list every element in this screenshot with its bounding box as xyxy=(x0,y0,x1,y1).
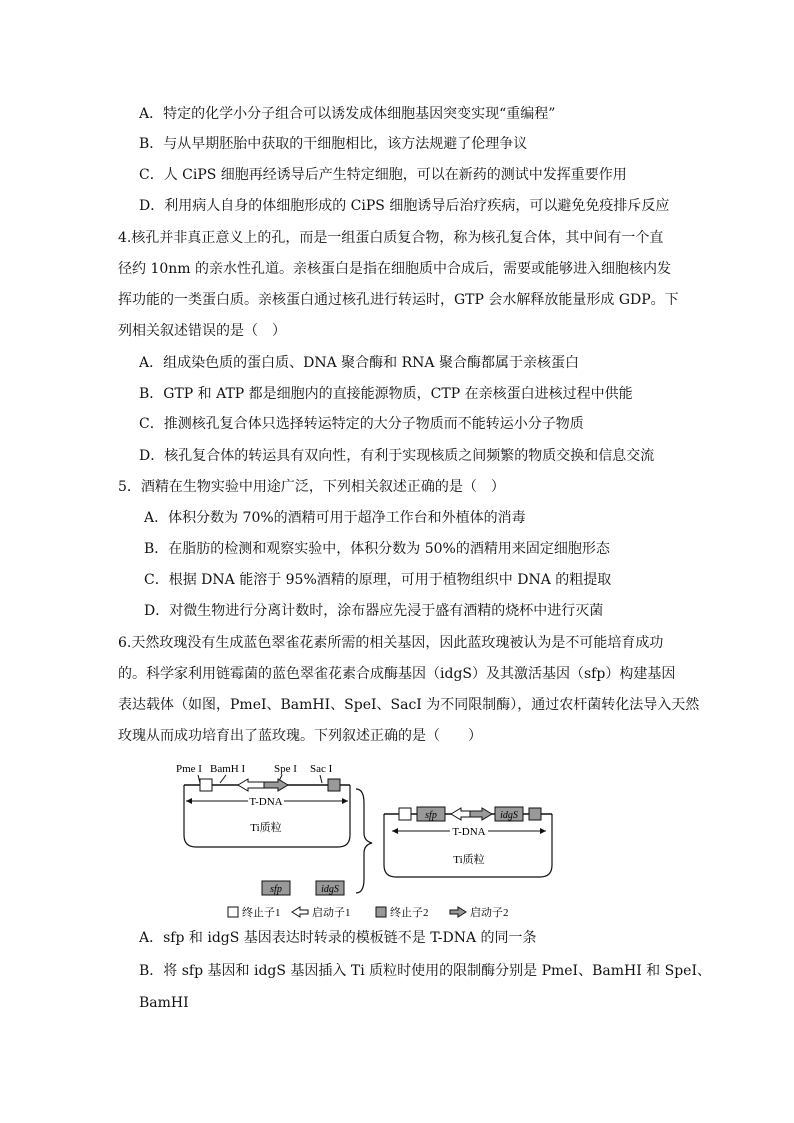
tdna-label-left: T-DNA xyxy=(249,796,283,808)
terminator2-icon-right xyxy=(529,808,541,820)
q4-stem-line2: 径约 10nm 的亲水性孔道。亲核蛋白是指在细胞质中合成后，需要或能够进入细胞核内发 xyxy=(118,261,672,277)
ti-plasmid-label-left: Ti质粒 xyxy=(250,822,282,834)
q3-option-c: C．人 CiPS 细胞再经诱导后产生特定细胞，可以在新药的测试中发挥重要作用 xyxy=(139,167,627,183)
right-plasmid xyxy=(384,807,552,877)
q4-option-b: B．GTP 和 ATP 都是细胞内的直接能源物质，CTP 在亲核蛋白进核过程中供能 xyxy=(139,386,633,402)
brace xyxy=(356,789,372,893)
terminator2-icon xyxy=(328,779,340,791)
legend-promoter2-icon xyxy=(450,907,466,917)
gene-idgs-label: idgS xyxy=(321,884,339,895)
promoter2-icon-right xyxy=(470,808,492,820)
gene-sfp-inserted-label: sfp xyxy=(425,810,437,821)
q6-stem-line3: 表达载体（如图，PmeI、BamHI、SpeI、SacI 为不同限制酶），通过农杆菌转化法导入天然 xyxy=(118,697,700,713)
q4-stem-line4: 列相关叙述错误的是（ ） xyxy=(118,323,286,339)
q5-option-b: B．在脂肪的检测和观察实验中，体积分数为 50%的酒精用来固定细胞形态 xyxy=(144,541,610,557)
q4-stem-line3: 挥功能的一类蛋白质。亲核蛋白通过核孔进行转运时，GTP 会水解释放能量形成 GDP。下 xyxy=(118,292,679,308)
q5-stem: 5．酒精在生物实验中用途广泛，下列相关叙述正确的是（ ） xyxy=(118,479,505,495)
q6-stem-line1: 6.天然玫瑰没有生成蓝色翠雀花素所需的相关基因，因此蓝玫瑰被认为是不可能培育成功 xyxy=(118,635,664,651)
q5-option-c: C．根据 DNA 能溶于 95%酒精的原理，可用于植物组织中 DNA 的粗提取 xyxy=(144,572,612,588)
site-sac: Sac I xyxy=(310,763,333,775)
site-spe: Spe I xyxy=(274,763,297,775)
legend-terminator2-icon xyxy=(376,907,386,917)
legend-promoter1: 启动子1 xyxy=(312,907,351,919)
gene-idgs-inserted-label: idgS xyxy=(500,810,518,821)
left-plasmid xyxy=(176,763,350,847)
site-bamh: BamH I xyxy=(210,763,246,775)
legend-terminator1-icon xyxy=(228,907,238,917)
terminator1-icon xyxy=(200,779,212,791)
q4-option-c: C．推测核孔复合体只选择转运特定的大分子物质而不能转运小分子物质 xyxy=(139,416,584,432)
legend-terminator1: 终止子1 xyxy=(242,907,281,919)
terminator1-icon-right xyxy=(399,808,411,820)
q6-option-b-cont: BamHI xyxy=(139,995,189,1011)
legend-promoter2: 启动子2 xyxy=(470,907,509,919)
q6-stem-line4: 玫瑰从而成功培育出了蓝玫瑰。下列叙述正确的是（ ） xyxy=(118,728,482,744)
legend-terminator2: 终止子2 xyxy=(390,907,429,919)
q6-option-b: B．将 sfp 基因和 idgS 基因插入 Ti 质粒时使用的限制酶分别是 PmeI、BamHI 和 SpeI、 xyxy=(139,963,712,979)
legend xyxy=(228,905,509,919)
q6-stem-line2: 的。科学家利用链霉菌的蓝色翠雀花素合成酶基因（idgS）及其激活基因（sfp）构建基因 xyxy=(118,666,676,682)
q4-option-d: D．核孔复合体的转运具有双向性，有利于实现核质之间频繁的物质交换和信息交流 xyxy=(139,448,655,464)
ti-plasmid-label-right: Ti质粒 xyxy=(453,854,485,866)
q6-option-a: A．sfp 和 idgS 基因表达时转录的模板链不是 T-DNA 的同一条 xyxy=(139,930,537,946)
q3-option-d: D．利用病人自身的体细胞形成的 CiPS 细胞诱导后治疗疾病，可以避免免疫排斥反应 xyxy=(139,198,670,214)
promoter2-icon xyxy=(264,779,288,791)
promoter1-icon xyxy=(238,779,264,791)
q5-option-a: A．体积分数为 70%的酒精可用于超净工作台和外植体的消毒 xyxy=(144,510,526,526)
site-pme: Pme I xyxy=(176,763,202,775)
tdna-label-right: T-DNA xyxy=(452,826,486,838)
q4-stem-line1: 4.核孔并非真正意义上的孔，而是一组蛋白质复合物，称为核孔复合体，其中间有一个直 xyxy=(118,230,664,246)
q3-option-b: B．与从早期胚胎中获取的干细胞相比，该方法规避了伦理争议 xyxy=(139,136,528,152)
ti-plasmid-figure xyxy=(170,755,590,930)
q5-option-d: D．对微生物进行分离计数时，涂布器应先浸于盛有酒精的烧杯中进行灭菌 xyxy=(144,603,604,619)
q4-option-a: A．组成染色质的蛋白质、DNA 聚合酶和 RNA 聚合酶都属于亲核蛋白 xyxy=(139,355,579,371)
q3-option-a: A．特定的化学小分子组合可以诱发成体细胞基因突变实现“重编程” xyxy=(139,106,556,122)
legend-promoter1-icon xyxy=(292,907,308,917)
gene-sfp-label: sfp xyxy=(270,884,282,895)
